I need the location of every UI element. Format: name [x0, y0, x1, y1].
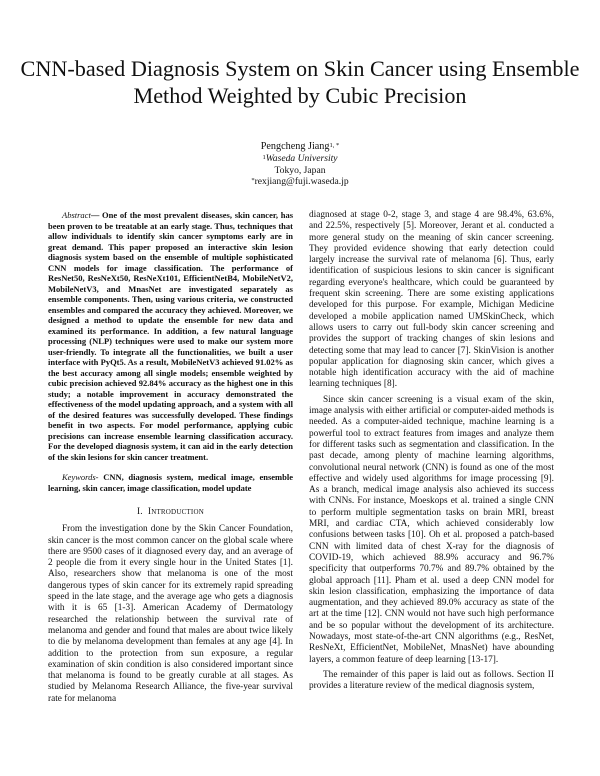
left-column [48, 210, 293, 705]
author-superscript: 1, * [329, 142, 340, 149]
email-superscript: * [251, 177, 255, 185]
author-name: Pengcheng Jiang [260, 141, 330, 152]
intro-paragraph-2: Since skin cancer screening is a visual exam of the skin, image analysis with either artificial or computer-aided methods is needed. As a computer-aided technique, machine learning is a powerful tool to extract features from images and analyze them for different tasks such as segmentation and classification. In the past decade, among plenty of machine learning algorithms, convolutional neural network (CNN) is found as one of the most effective and widely used algorithms for image processing [9]. As a branch, medical image analysis also achieved its success with CNNs. For instance, Moeskops et al. trained a single CNN to perform multiple segmentation tasks on brain MRI, breast MRI, and cardiac CTA, which achieved considerably low confusions between tasks [10]. Oh et al. proposed a patch-based CNN with limited data of chest X-ray for the diagnosis of COVID-19, which achieved 88.9% accuracy and 96.7% specificity that outperforms 70.7% and 89.7% obtained by the global approach [11]. Pham et al. used a deep CNN model for skin lesion classification, emphasizing the importance of data augmentation, and they achieved 89.0% accuracy as state of the art at the time [12]. CNN would not have such high performance and be so popular without the development of its architecture. Nowadays, most state-of-the-art CNN algorithms (e.g., ResNet, ResNeXt, EfficientNet, MobileNet, MnasNet) have abounding layers, a common feature of deep learning [13-17]. [309, 394, 554, 665]
author-email[interactable]: rexjiang@fuji.waseda.jp [254, 176, 349, 188]
right-column [309, 210, 554, 692]
keywords-label: Keywords- [62, 472, 99, 482]
intro-paragraph-1-continued: diagnosed at stage 0-2, stage 3, and stage 4 are 98.4%, 63.6%, and 22.5%, respectively [5]. Moreover, Jerant et al. conducted a more general study on the meaning of skin cancer screening. They provided evidence showing that early detection could largely increase the survival rate of melanoma [6]. Thus, early identification of suspicious lesions to skin cancer is significant regarding everyone's healthcare, which could be guaranteed by frequent skin screening. There are some existing applications developed for this purpose. For example, Michigan Medicine developed a mobile application named UMSkinCheck, which allows users to carry out full-body skin cancer screening and provides the support of tracking changes of skin lesions and detecting some that may lead to cancer [7]. SkinVision is another popular application for diagnosing skin cancer, which gives a notable high identification accuracy with the aid of machine learning techniques [8]. [309, 210, 554, 390]
intro-paragraph-1: From the investigation done by the Skin Cancer Foundation, skin cancer is the most common cancer on the global scale where there are 9500 cases of it diagnosed every day, and an average of 2 people die from it every single hour in the United States [1]. Also, researchers show that melanoma is one of the most dangerous types of skin cancer for its extremely rapid spreading speed in the late stage, and the average age who gets a diagnosis with it is 65 [1-3]. American Academy of Dermatology researched the relationship between the survival rate of melanoma and gender and found that males are about twice likely to die by melanoma development than females at any age [4]. In addition to the protection from sun exposure, a regular examination of skin condition is also considered important since that melanoma is found to be greatly curable at all stages. As studied by Melanoma Research Alliance, the five-year survival rate for melanoma [48, 524, 293, 704]
location: Tokyo, Japan [274, 164, 326, 176]
author-line [150, 141, 450, 153]
email-line [150, 176, 450, 188]
paper-title: CNN-based Diagnosis System on Skin Cancer using Ensemble Method Weighted by Cubic Precision [20, 56, 580, 108]
keywords-text: CNN, diagnosis system, medical image, ensemble learning, skin cancer, image classification, model update [48, 472, 293, 493]
abstract [48, 210, 293, 462]
affiliation: Waseda University [265, 152, 338, 164]
abstract-label: Abstract [62, 210, 91, 220]
section-number: I. [137, 507, 143, 517]
intro-paragraph-3: The remainder of this paper is laid out as follows. Section II provides a literature review of the medical diagnosis system, [309, 669, 554, 692]
section-title: Introduction [147, 507, 204, 517]
affiliation-line [150, 153, 450, 165]
abstract-text: — One of the most prevalent diseases, skin cancer, has been proven to be treatable at an early stage. Thus, techniques that allow individuals to identify skin cancer symptoms early are in great demand. This paper proposed an interactive skin lesion diagnosis system based on the ensemble of multiple sophisticated CNN models for image classification. The performance of ResNet50, ResNeXt50, ResNeXt101, EfficientNetB4, MobileNetV2, MobileNetV3, and MnasNet are investigated separately as ensemble components. Then, using various criteria, we constructed ensembles and compared the accuracy they achieved. Moreover, we designed a method to update the ensemble for new data and examined its performance. In addition, a few natural language processing (NLP) techniques were used to make our system more user-friendly. To integrate all the functionalities, we built a user interface with PyQt5. As a result, MobileNetV3 achieved 91.02% as the best accuracy among all single models; ensemble weighted by cubic precision achieved 92.84% accuracy as the highest one in this study; a notable improvement in accuracy demonstrated the effectiveness of the model updating approach, and a system with all of the desired features was successfully developed. These findings benefit in two aspects. For model performance, applying cubic precisions can increase ensemble learning classification accuracy. For the developed diagnosis system, it can aid in the early detection of the skin lesions for skin cancer treatment. [48, 210, 293, 462]
author-block [150, 141, 450, 188]
section-heading-introduction [48, 507, 293, 518]
affiliation-superscript: 1 [262, 153, 266, 161]
keywords [48, 472, 293, 493]
